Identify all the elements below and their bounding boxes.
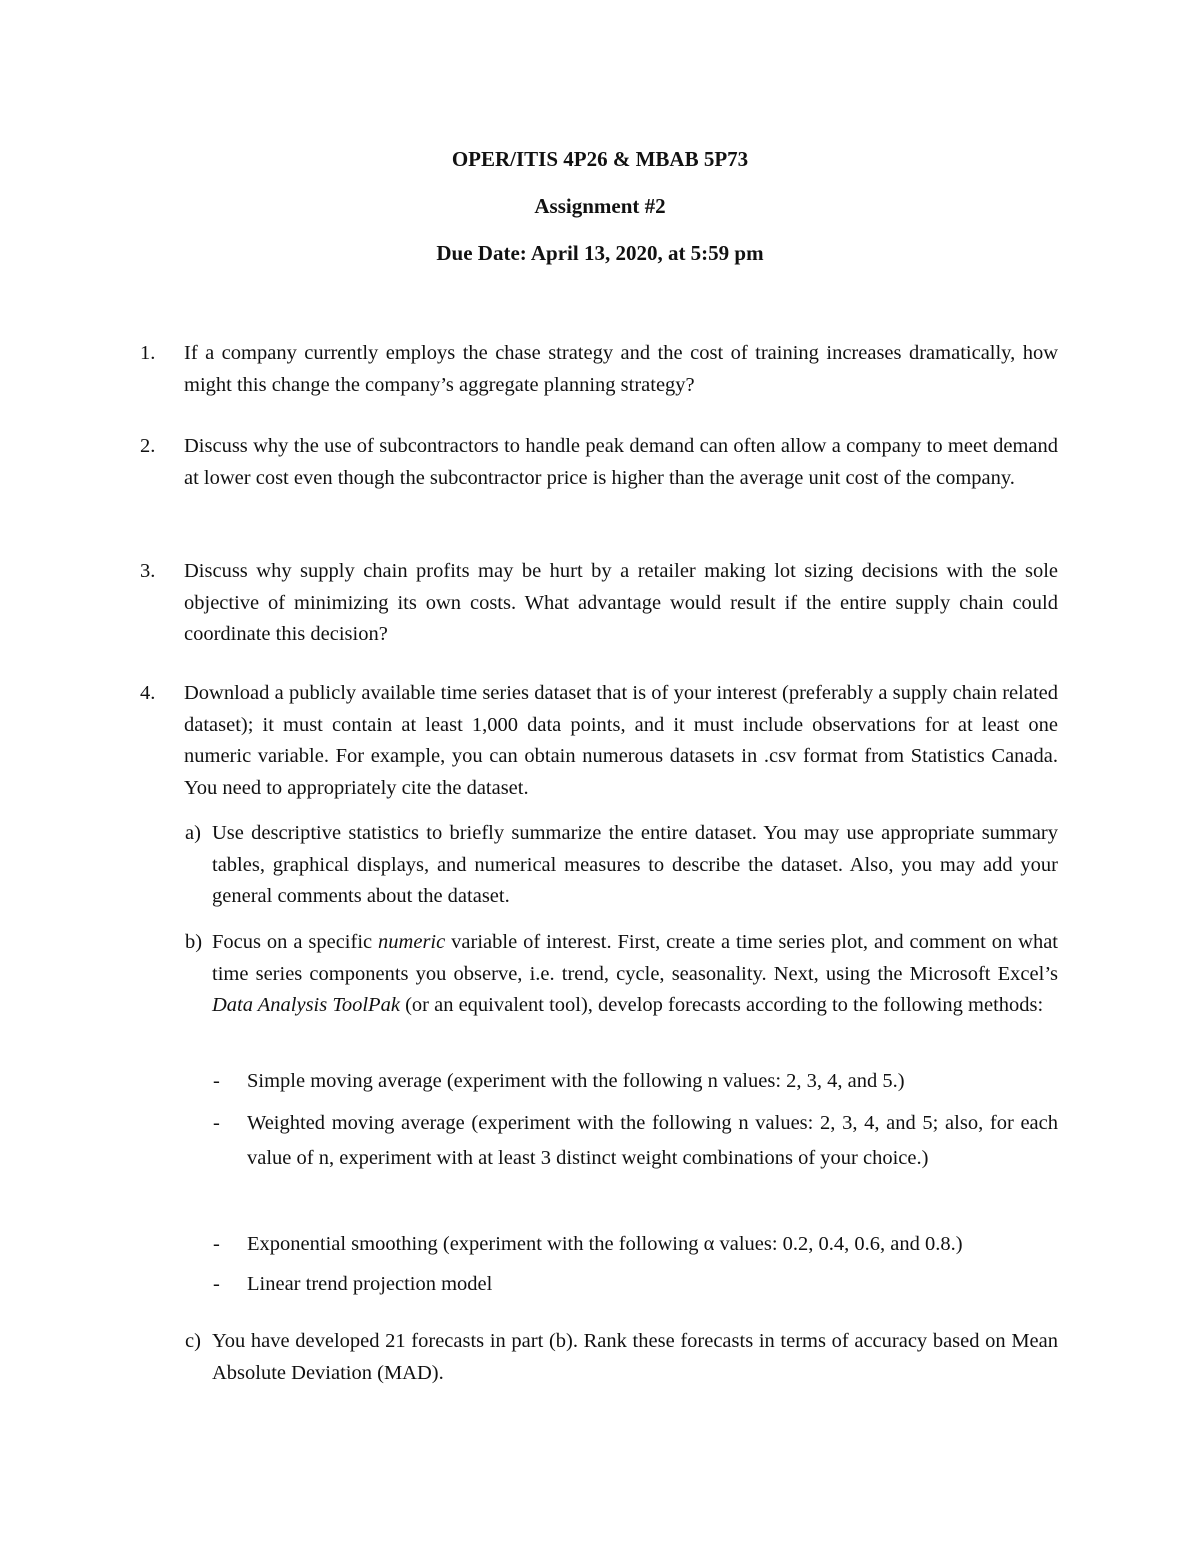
question-text: Discuss why the use of subcontractors to handle peak demand can often allow a company to meet demand at lower cost even though the subcontractor price is higher than the average unit cost of the company. — [184, 435, 1058, 489]
question-number: 1. — [140, 342, 156, 364]
part-text: Use descriptive statistics to briefly summarize the entire dataset. You may use appropriate summary tables, graphical displays, and numerical measures to describe the dataset. Also, you may add your general comments about the dataset. — [212, 822, 1058, 907]
emphasis-toolpak: Data Analysis ToolPak — [212, 994, 400, 1016]
method-text: Weighted moving average (experiment with the following n values: 2, 3, 4, and 5; also, for each value of n, experiment with at least 3 distinct weight combinations of your choice.) — [247, 1112, 1058, 1169]
question-text: If a company currently employs the chase strategy and the cost of training increases dramatically, how might this change the company’s aggregate planning strategy? — [184, 342, 1058, 396]
question-text: Discuss why supply chain profits may be hurt by a retailer making lot sizing decisions with the sole objective of minimizing its own costs. What advantage would result if the entire supply chain could coordinate this decision? — [184, 560, 1058, 645]
part-label: b) — [185, 931, 203, 953]
method-text: Linear trend projection model — [247, 1273, 493, 1295]
bullet-dash: - — [213, 1070, 220, 1092]
part-text: You have developed 21 forecasts in part (b). Rank these forecasts in terms of accuracy based on Mean Absolute Deviation (MAD). — [212, 1330, 1058, 1384]
due-date: Due Date: April 13, 2020, at 5:59 pm — [436, 241, 764, 265]
bullet-dash: - — [213, 1233, 220, 1255]
question-number: 4. — [140, 682, 156, 704]
part-label: a) — [185, 822, 201, 844]
question-number: 2. — [140, 435, 156, 457]
question-number: 3. — [140, 560, 156, 582]
bullet-dash: - — [213, 1112, 220, 1134]
method-text: Exponential smoothing (experiment with the following α values: 0.2, 0.4, 0.6, and 0.8.) — [247, 1233, 963, 1255]
course-title: OPER/ITIS 4P26 & MBAB 5P73 — [451, 147, 749, 171]
method-text: Simple moving average (experiment with the following n values: 2, 3, 4, and 5.) — [247, 1070, 905, 1092]
question-text: Download a publicly available time series dataset that is of your interest (preferably a supply chain related dataset); it must contain at least 1,000 data points, and it must include observations for at least one numeric variable. For example, you can obtain numerous datasets in .csv format from Statistics Canada. You need to appropriately cite the dataset. — [184, 682, 1058, 799]
part-label: c) — [185, 1330, 201, 1352]
bullet-dash: - — [213, 1273, 220, 1295]
emphasis-numeric: numeric — [378, 931, 446, 953]
part-text: Focus on a specific numeric variable of interest. First, create a time series plot, and comment on what time series components you observe, i.e. trend, cycle, seasonality. Next, using the Microsoft Excel’s Data Analysis ToolPak (or an equivalent tool), develop forecasts according to the following methods: — [212, 931, 1058, 1016]
assignment-title: Assignment #2 — [534, 194, 666, 218]
